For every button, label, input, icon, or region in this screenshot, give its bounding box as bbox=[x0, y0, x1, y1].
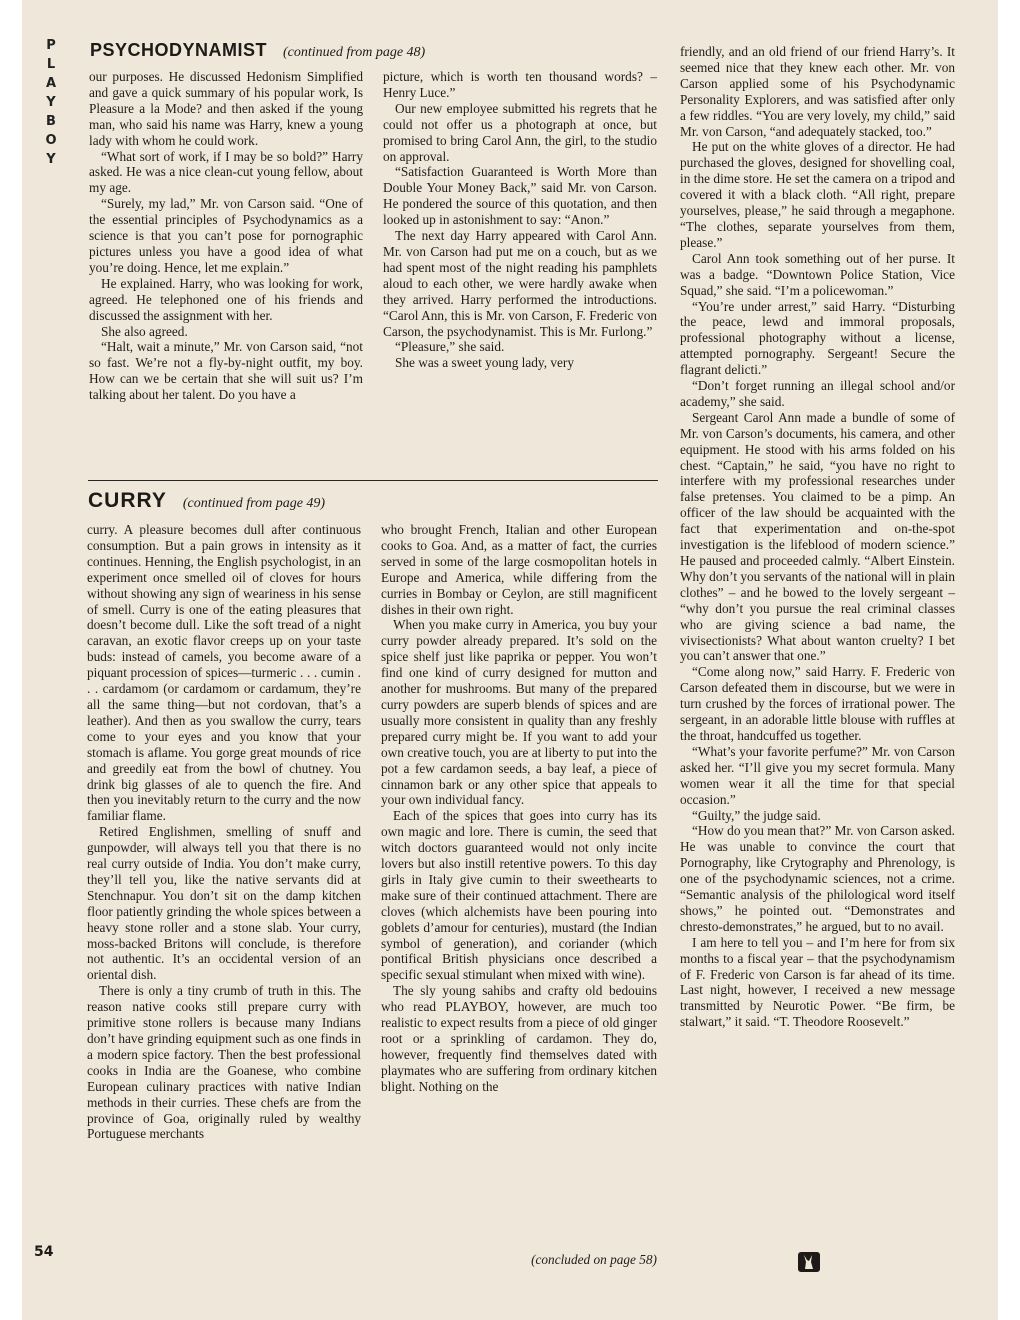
paragraph: “Surely, my lad,” Mr. von Carson said. “One of the essential principles of Psychodynamics as a science is that you can’t pose for pornographic pictures unless you have a good idea of what you’re doing. Hence, let me explain.” bbox=[89, 196, 363, 275]
paragraph: “You’re under arrest,” said Harry. “Disturbing the peace, lewd and immoral proposals, professional photography without a license, attempted pornography. Sergeant! Secure the flagrant delicti.” bbox=[680, 298, 955, 378]
paragraph: “Satisfaction Guaranteed is Worth More than Double Your Money Back,” said Mr. von Carson. He pondered the source of this quotation, and then looked up in astonishment to say: “Anon.” bbox=[383, 164, 657, 228]
paragraph: “Don’t forget running an illegal school and/or academy,” she said. bbox=[680, 378, 955, 409]
curry-concluded-note bbox=[381, 1250, 657, 1268]
curry-headline bbox=[88, 489, 325, 513]
paragraph: friendly, and an old friend of our friend Harry’s. It seemed nice that they knew each other. Mr. von Carson applied some of his Psychodynamic Personality Explorers, and was satisfied after only a few riddles. “You are very lovely, my child,” said Mr. von Carson, “and adequately stacked, too.” bbox=[680, 44, 955, 139]
sidebar-letter: P bbox=[46, 38, 56, 53]
paragraph: “Halt, wait a minute,” Mr. von Carson said, “not so fast. We’re not a fly-by-night outfit, my boy. How can we be certain that she will suit us? I’m talking about her talent. Do you have a bbox=[89, 339, 363, 403]
paragraph: who brought French, Italian and other European cooks to Goa. And, as a matter of fact, the curries served in some of the large cosmopolitan hotels in Europe and America, while differing from the curries in Bombay or Ceylon, are still magnificent dishes in their own right. bbox=[381, 522, 657, 617]
sidebar-letter: O bbox=[45, 133, 57, 148]
paragraph: “Guilty,” the judge said. bbox=[692, 807, 821, 823]
sidebar-letter: Y bbox=[46, 95, 56, 110]
sidebar-letter: A bbox=[45, 76, 57, 91]
psychodynamist-headline bbox=[90, 40, 425, 61]
paragraph: picture, which is worth ten thousand words? – Henry Luce.” bbox=[383, 69, 657, 100]
section-divider-rule bbox=[88, 480, 658, 481]
paragraph: Sergeant Carol Ann made a bundle of some of Mr. von Carson’s documents, his camera, and other equipment. He stood with his arms folded on his chest. “Captain,” he said, “you have no right to interfere with my professional researches under false pretenses. You claimed to be a pimp. An officer of the law should be acquainted with the fact that experimentation and on-the-spot investigation is the lifeblood of modern science.” He paused and proceeded calmly. “Albert Einstein. Why don’t you servants of the national will in plain clothes” – and he bowed to the lovely sergeant – “why don’t you pursue the real criminal classes who are giving science a bad name, the vivisectionists? What about wanton cruelty? I bet you can’t answer that one.” bbox=[680, 409, 955, 664]
psychodynamist-continued: (continued from page 48) bbox=[283, 45, 426, 60]
curry-title: CURRY bbox=[88, 489, 167, 512]
sidebar-letter: B bbox=[46, 114, 56, 129]
psychodynamist-column-1 bbox=[89, 69, 363, 403]
paragraph: There is only a tiny crumb of truth in this. The reason native cooks still prepare curry with primitive stone rollers is because many Indians don’t have grinding equipment such as one finds in a modern spice factory. Then the best professional cooks in India are the Goanese, who combine European culinary practices with native Indian methods in their curries. These chefs are from the province of Goa, originally ruled by wealthy Portuguese merchants bbox=[87, 983, 361, 1142]
paragraph: He explained. Harry, who was looking for work, agreed. He telephoned one of his friends and discussed the assignment with her. bbox=[89, 275, 363, 323]
curry-column-1 bbox=[87, 522, 361, 1142]
paragraph: The next day Harry appeared with Carol Ann. Mr. von Carson had put me on a couch, but as we had spent most of the night reading his pamphlets aloud to each other, we were hardly awake when they arrived. Harry performed the introductions. “Carol Ann, this is Mr. von Carson, F. Frederic von Carson, the psychodynamist. This is Mr. Furlong.” bbox=[383, 228, 657, 339]
paragraph: “What sort of work, if I may be so bold?” Harry asked. He was a nice clean-cut young fellow, about my age. bbox=[89, 148, 363, 196]
paragraph: The sly young sahibs and crafty old bedouins who read PLAYBOY, however, are much too realistic to expect results from a piece of old ginger root or a sprinkling of cardamon. They do, however, frequently find themselves dated with playmates who are suffering from ordinary kitchen blight. Nothing on the bbox=[381, 983, 657, 1094]
paragraph: I am here to tell you – and I’m here for from six months to a fiscal year – that the psychodynamism of F. Frederic von Carson is far ahead of its time. Last night, however, I received a new message transmitted by Neurotic Power. “Be firm, be stalwart,” it said. “T. Theodore Roosevelt.” bbox=[680, 934, 955, 1030]
paragraph: “How do you mean that?” Mr. von Carson asked. He was unable to convince the court that Pornography, like Crytography and Phrenology, is one of the psychodynamic sciences, not a crime. “Semantic analysis of the philological word itself shows,” he pointed out. “Demonstrates and chresto-demonstrates,” he argued, but to no avail. bbox=[680, 823, 955, 934]
paragraph: He put on the white gloves of a director. He had purchased the gloves, designed for shovelling coal, in the dime store. He set the camera on a tripod and covered it with a black cloth. “All right, prepare yourselves, please,” he said through a megaphone. “The clothes, separate yourselves from them, please.” bbox=[680, 139, 955, 250]
sidebar-letter: Y bbox=[46, 152, 56, 167]
paragraph: our purposes. He discussed Hedonism Simplified and gave a quick summary of his popular work, Is Pleasure a la Mode? and then asked if the young man, who said his name was Harry, knew a young lady with whom he could work. bbox=[89, 69, 363, 148]
sidebar-letter: L bbox=[46, 57, 56, 72]
paragraph: curry. A pleasure becomes dull after continuous consumption. But a pain grows in intensity as it continues. Henning, the English psychologist, in an experiment once smelled oil of cloves for hours without showing any sign of weariness in his sense of smell. Curry is one of the eating pleasures that doesn’t become dull. Like the soft tread of a night caravan, an exotic flavor creeps up on your taste buds: instead of camels, you become aware of a piquant procession of spices—turmeric . . . cumin . . . cardamom (or cardamom or cardamum, they’re all the same thing—but not cordovan, that’s a leather). And then as you swallow the curry, tears come to your eyes and you know that your stomach is aflame. You gorge great mounds of rice and greedily eat from the bowl of chutney. You drink big glasses of ale to quench the fire. And then you inevitably return to the curry and the now familiar flame. bbox=[87, 522, 361, 824]
page-number: 54 bbox=[34, 1244, 54, 1260]
curry-column-2 bbox=[381, 522, 657, 1095]
paragraph: Our new employee submitted his regrets that he could not offer us a photograph at once, but promised to bring Carol Ann, the girl, to the studio on approval. bbox=[383, 100, 657, 164]
paragraph: Carol Ann took something out of her purse. It was a badge. “Downtown Police Station, Vice Squad,” she said. “I’m a policewoman.” bbox=[680, 250, 955, 298]
paragraph: She was a sweet young lady, very bbox=[395, 355, 574, 371]
paragraph: She also agreed. bbox=[101, 323, 188, 339]
psychodynamist-title: PSYCHODYNAMIST bbox=[90, 40, 268, 60]
psychodynamist-column-2 bbox=[383, 69, 657, 371]
magazine-sidebar-name bbox=[42, 36, 60, 169]
paragraph: Each of the spices that goes into curry has its own magic and lore. There is cumin, the seed that witch doctors guaranteed would not only incite lovers but also instill retentive powers. To this day girls in Italy give cumin to their sweethearts to make sure of their continued attachment. There are cloves (which alchemists have been pouring into goblets d’amour for centuries), mustard (the Indian symbol of generation), and coriander (which pontifical British physicians once described a specific sexual stimulant when mixed with wine). bbox=[381, 808, 657, 983]
psychodynamist-column-3 bbox=[680, 44, 955, 1030]
paragraph: “What’s your favorite perfume?” Mr. von Carson asked her. “I’ll give you my secret formula. Many women wear it all the time for that special occasion.” bbox=[680, 743, 955, 807]
paragraph: When you make curry in America, you buy your curry powder already prepared. It’s sold on the spice shelf just like paprika or pepper. You won’t find one kind of curry designed for mutton and another for mushrooms. But many of the prepared curry powders are superb blends of spices and are usually more consistent in quality than any freshly prepared curry might be. If you want to add your own creative touch, you are at liberty to put into the pot a few cardamon seeds, a bay leaf, a piece of cinnamon bark or any other spice that appeals to your own individual fancy. bbox=[381, 617, 657, 808]
paragraph: “Come along now,” said Harry. F. Frederic von Carson defeated them in discourse, but we were in turn crushed by the forces of irrational power. The sergeant, in an adorable little blouse with ruffles at the throat, handcuffed us together. bbox=[680, 664, 955, 743]
curry-concluded: (concluded on page 58) bbox=[531, 1252, 657, 1267]
paragraph: “Pleasure,” she said. bbox=[395, 339, 505, 355]
curry-continued: (continued from page 49) bbox=[182, 496, 326, 511]
rabbit-head-icon bbox=[798, 1252, 820, 1272]
paragraph: Retired Englishmen, smelling of snuff and gunpowder, will always tell you that there is no real curry outside of India. You don’t make curry, they’ll tell you, like the native servants did at Stenchnapur. You don’t sit on the damp kitchen floor patiently grinding the whole spices between a heavy stone roller and a stone slab. Your curry, moss-backed Britons will conclude, is therefore not authentic. It’s an occidental version of an oriental dish. bbox=[87, 824, 361, 983]
